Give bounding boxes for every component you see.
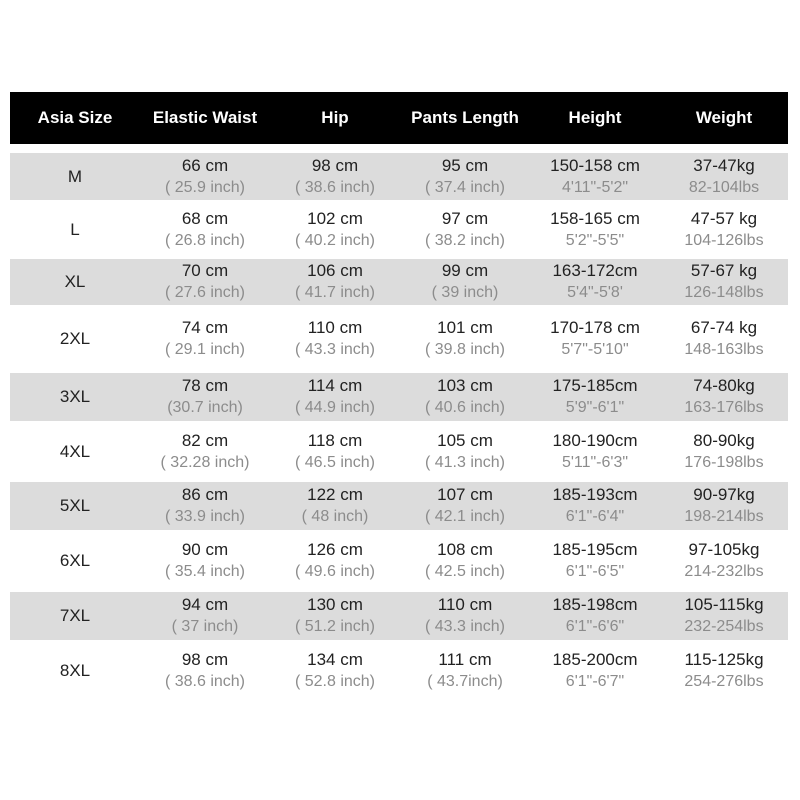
secondary-value: ( 25.9 inch) (164, 178, 246, 196)
primary-value: 118 cm (307, 430, 363, 450)
elastic-waist-cell (140, 594, 270, 638)
header-weight: Weight (695, 108, 753, 127)
primary-value: 107 cm (437, 485, 493, 504)
table-row (10, 153, 788, 200)
table-row (10, 425, 788, 478)
secondary-value: 6'1"-6'7" (565, 672, 625, 690)
weight-cell (660, 430, 788, 474)
secondary-value: 6'1"-6'4" (565, 508, 625, 525)
hip-cell (270, 317, 400, 361)
hip-cell (270, 649, 400, 693)
primary-value: 115-125kg (684, 649, 764, 669)
secondary-value: ( 46.5 inch) (294, 453, 376, 471)
height-cell (530, 208, 660, 252)
height-cell (530, 649, 660, 693)
asia-size-cell: L (70, 219, 80, 239)
primary-value: 130 cm (307, 595, 363, 614)
secondary-value: ( 39.8 inch) (424, 341, 506, 358)
secondary-value: 5'11"-6'3" (561, 453, 629, 471)
secondary-value: 4'11"-5'2" (561, 178, 629, 196)
hip-cell (270, 430, 400, 474)
table-row (10, 482, 788, 530)
height-cell (530, 539, 660, 583)
secondary-value: ( 37.4 inch) (424, 178, 506, 196)
height-cell (530, 155, 660, 199)
table-row (10, 204, 788, 255)
secondary-value: 176-198lbs (684, 453, 764, 471)
asia-size-cell: 7XL (59, 606, 91, 625)
primary-value: 97-105kg (688, 540, 760, 559)
primary-value: 99 cm (441, 261, 489, 280)
pants-length-cell (400, 594, 530, 638)
secondary-value: ( 38.2 inch) (424, 231, 506, 249)
primary-value: 90 cm (181, 540, 229, 559)
primary-value: 110 cm (307, 318, 363, 337)
primary-value: 101 cm (437, 318, 493, 337)
primary-value: 103 cm (437, 376, 493, 395)
secondary-value: 163-176lbs (684, 399, 764, 416)
asia-size-cell: 5XL (59, 496, 91, 515)
primary-value: 122 cm (307, 485, 363, 504)
hip-cell (270, 155, 400, 199)
secondary-value: ( 44.9 inch) (294, 399, 376, 416)
pants-length-cell (400, 260, 530, 304)
table-body (10, 153, 788, 697)
secondary-value: ( 27.6 inch) (164, 284, 246, 301)
primary-value: 66 cm (181, 155, 229, 175)
asia-size-cell: 6XL (59, 551, 91, 570)
primary-value: 74-80kg (693, 376, 755, 395)
secondary-value: ( 51.2 inch) (294, 618, 376, 635)
primary-value: 111 cm (438, 649, 492, 669)
weight-cell (660, 155, 788, 199)
primary-value: 105-115kg (684, 595, 764, 614)
weight-cell (660, 317, 788, 361)
secondary-value: ( 49.6 inch) (294, 563, 376, 580)
secondary-value: ( 32.28 inch) (160, 453, 250, 471)
height-cell (530, 260, 660, 304)
primary-value: 82 cm (181, 430, 229, 450)
primary-value: 134 cm (307, 649, 363, 669)
secondary-value: ( 35.4 inch) (164, 563, 246, 580)
primary-value: 78 cm (181, 376, 229, 395)
weight-cell (660, 375, 788, 419)
primary-value: 67-74 kg (690, 318, 758, 337)
height-cell (530, 594, 660, 638)
primary-value: 185-200cm (552, 649, 638, 669)
secondary-value: (30.7 inch) (167, 399, 243, 416)
weight-cell (660, 484, 788, 528)
hip-cell (270, 539, 400, 583)
secondary-value: 126-148lbs (684, 284, 764, 301)
secondary-value: 104-126lbs (684, 231, 764, 249)
secondary-value: ( 39 inch) (431, 284, 499, 301)
secondary-value: ( 48 inch) (301, 508, 369, 525)
secondary-value: ( 43.7inch) (427, 672, 503, 690)
secondary-value: ( 42.5 inch) (424, 563, 506, 580)
weight-cell (660, 260, 788, 304)
hip-cell (270, 594, 400, 638)
header-elastic-waist: Elastic Waist (152, 108, 258, 127)
primary-value: 114 cm (307, 376, 363, 395)
pants-length-cell (400, 539, 530, 583)
asia-size-cell: 2XL (59, 329, 91, 348)
secondary-value: 5'7"-5'10" (561, 341, 629, 358)
header-height: Height (568, 108, 622, 127)
primary-value: 108 cm (437, 540, 493, 559)
primary-value: 68 cm (181, 208, 229, 228)
secondary-value: 232-254lbs (684, 618, 764, 635)
pants-length-cell (400, 649, 530, 693)
primary-value: 158-165 cm (550, 208, 640, 228)
table-row (10, 592, 788, 640)
elastic-waist-cell (140, 539, 270, 583)
secondary-value: 148-163lbs (684, 341, 764, 358)
height-cell (530, 375, 660, 419)
secondary-value: ( 26.8 inch) (164, 231, 246, 249)
hip-cell (270, 484, 400, 528)
hip-cell (270, 375, 400, 419)
secondary-value: ( 38.6 inch) (164, 672, 246, 690)
primary-value: 97 cm (441, 208, 489, 228)
primary-value: 185-195cm (552, 540, 638, 559)
secondary-value: 5'9"-6'1" (565, 399, 625, 416)
secondary-value: ( 38.6 inch) (294, 178, 376, 196)
weight-cell (660, 649, 788, 693)
elastic-waist-cell (140, 260, 270, 304)
secondary-value: 5'4"-5'8' (567, 284, 623, 301)
asia-size-cell: 4XL (59, 441, 91, 461)
table-row (10, 259, 788, 305)
secondary-value: ( 43.3 inch) (294, 341, 376, 358)
pants-length-cell (400, 375, 530, 419)
header-pants-length: Pants Length (411, 108, 519, 127)
weight-cell (660, 539, 788, 583)
secondary-value: ( 41.7 inch) (294, 284, 376, 301)
primary-value: 185-198cm (552, 595, 638, 614)
asia-size-cell: 8XL (59, 660, 91, 680)
pants-length-cell (400, 430, 530, 474)
primary-value: 175-185cm (552, 376, 638, 395)
secondary-value: ( 40.2 inch) (294, 231, 376, 249)
primary-value: 126 cm (307, 540, 363, 559)
primary-value: 70 cm (181, 261, 229, 280)
asia-size-cell: XL (64, 272, 86, 291)
table-row (10, 309, 788, 369)
secondary-value: ( 29.1 inch) (164, 341, 246, 358)
elastic-waist-cell (140, 317, 270, 361)
elastic-waist-cell (140, 208, 270, 252)
hip-cell (270, 260, 400, 304)
hip-cell (270, 208, 400, 252)
primary-value: 150-158 cm (550, 155, 640, 175)
elastic-waist-cell (140, 155, 270, 199)
secondary-value: 82-104lbs (688, 178, 760, 196)
elastic-waist-cell (140, 430, 270, 474)
primary-value: 105 cm (437, 430, 493, 450)
pants-length-cell (400, 317, 530, 361)
height-cell (530, 484, 660, 528)
primary-value: 74 cm (181, 318, 229, 337)
pants-length-cell (400, 208, 530, 252)
height-cell (530, 430, 660, 474)
primary-value: 163-172cm (552, 261, 638, 280)
elastic-waist-cell (140, 484, 270, 528)
secondary-value: ( 33.9 inch) (164, 508, 246, 525)
secondary-value: ( 52.8 inch) (294, 672, 376, 690)
secondary-value: 214-232lbs (684, 563, 764, 580)
secondary-value: ( 43.3 inch) (424, 618, 506, 635)
primary-value: 170-178 cm (550, 318, 640, 337)
secondary-value: ( 42.1 inch) (424, 508, 506, 525)
primary-value: 57-67 kg (690, 261, 758, 280)
primary-value: 98 cm (181, 649, 229, 669)
secondary-value: 6'1"-6'5" (565, 563, 625, 580)
primary-value: 110 cm (437, 595, 493, 614)
asia-size-cell: M (67, 166, 83, 186)
pants-length-cell (400, 155, 530, 199)
elastic-waist-cell (140, 375, 270, 419)
pants-length-cell (400, 484, 530, 528)
elastic-waist-cell (140, 649, 270, 693)
primary-value: 185-193cm (552, 485, 638, 504)
primary-value: 102 cm (307, 208, 363, 228)
secondary-value: 5'2"-5'5" (565, 231, 625, 249)
primary-value: 106 cm (307, 261, 363, 280)
size-chart-table (10, 92, 788, 701)
table-header (10, 92, 788, 144)
secondary-value: ( 40.6 inch) (424, 399, 506, 416)
height-cell (530, 317, 660, 361)
primary-value: 86 cm (181, 485, 229, 504)
secondary-value: 254-276lbs (684, 672, 764, 690)
header-hip: Hip (321, 108, 349, 127)
table-row (10, 373, 788, 421)
asia-size-cell: 3XL (59, 387, 91, 406)
weight-cell (660, 208, 788, 252)
secondary-value: ( 41.3 inch) (424, 453, 506, 471)
primary-value: 47-57 kg (690, 208, 758, 228)
primary-value: 180-190cm (552, 430, 638, 450)
header-asia-size: Asia Size (37, 108, 113, 127)
primary-value: 94 cm (181, 595, 229, 614)
primary-value: 98 cm (311, 155, 359, 175)
primary-value: 37-47kg (693, 155, 755, 175)
primary-value: 80-90kg (693, 430, 755, 450)
secondary-value: 6'1"-6'6" (565, 618, 625, 635)
table-row (10, 534, 788, 588)
weight-cell (660, 594, 788, 638)
primary-value: 95 cm (441, 155, 489, 175)
table-row (10, 644, 788, 697)
secondary-value: ( 37 inch) (171, 618, 239, 635)
primary-value: 90-97kg (693, 485, 755, 504)
secondary-value: 198-214lbs (684, 508, 764, 525)
